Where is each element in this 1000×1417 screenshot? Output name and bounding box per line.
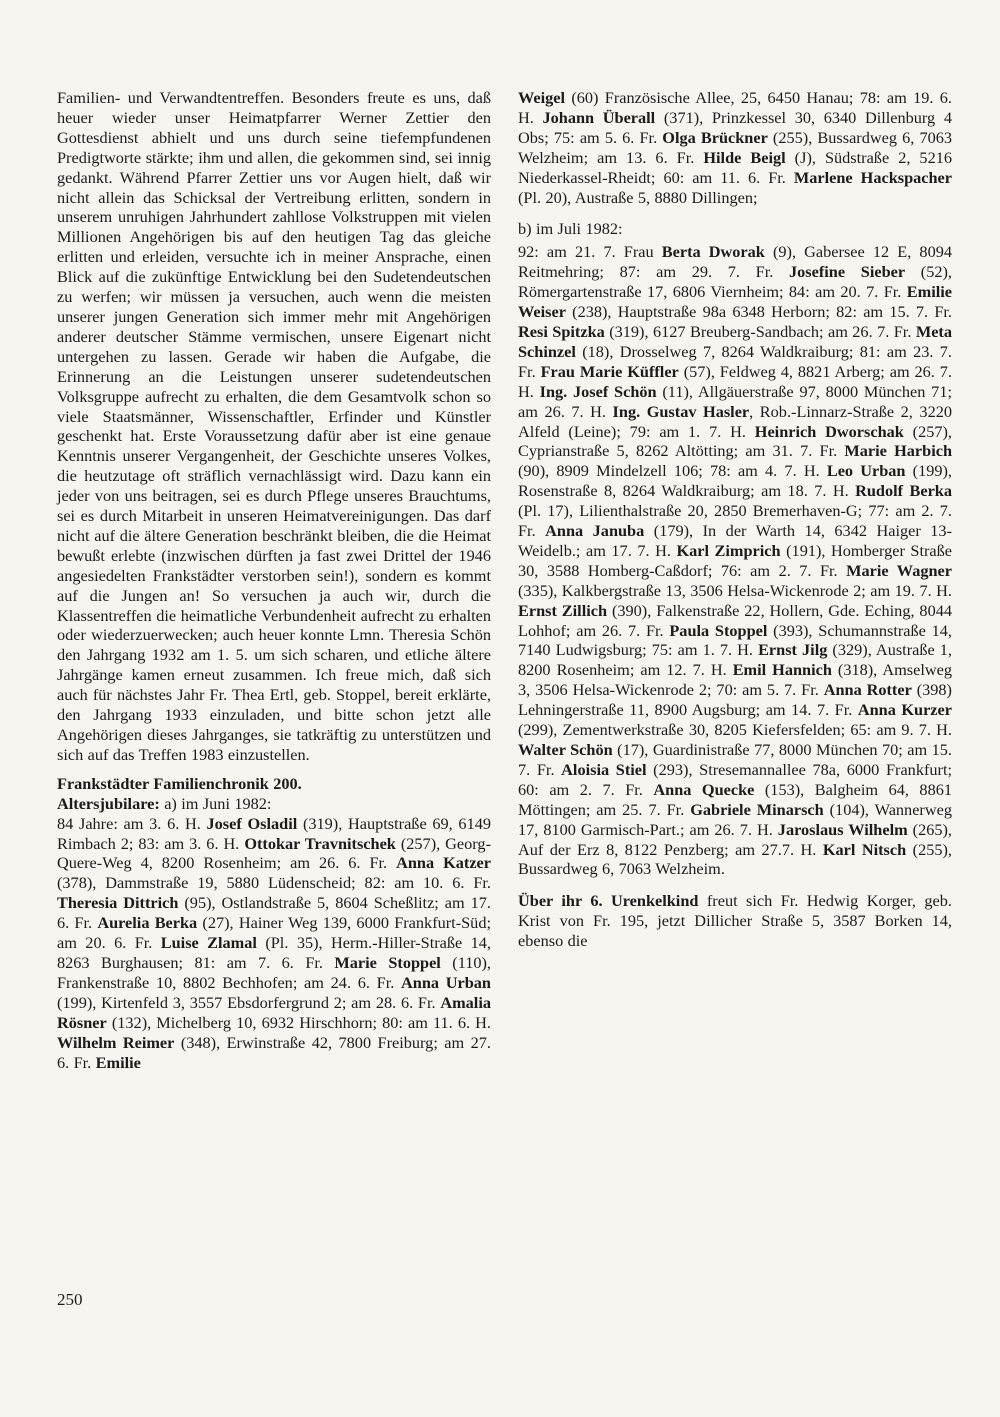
- bold-text-segment: Marie Wagner: [846, 560, 952, 580]
- text-segment: (179), In der Warth 14, 6342 Haiger 13-Weidelb.; am 17. 7. H.: [518, 521, 952, 560]
- left-column: [57, 88, 491, 1072]
- bold-text-segment: Anna Urban: [401, 972, 491, 992]
- bold-text-segment: Heinrich Dworschak: [754, 421, 904, 441]
- text-segment: (Pl. 20), Austraße 5, 8880 Dillingen;: [518, 187, 758, 207]
- text-segment: (90), 8909 Mindelzell 106; 78: am 4. 7. H.: [518, 461, 827, 481]
- bold-text-segment: Hilde Beigl: [703, 147, 786, 167]
- bold-text-segment: Leo Urban: [826, 461, 906, 481]
- bold-text-segment: Anna Kurzer: [857, 700, 952, 720]
- line-juli-header: [518, 219, 952, 239]
- bold-text-segment: Aloisia Stiel: [561, 759, 647, 779]
- bold-text-segment: Rudolf Berka: [855, 481, 952, 501]
- text-segment: (255), Bussardweg 6, 7063 Welzheim.: [518, 839, 952, 879]
- text-segment: (393), Schumannstraße 14, 7140 Ludwigsburg; 75: am 1. 7. H.: [518, 620, 952, 660]
- bold-text-segment: Ing. Gustav Hasler: [612, 401, 750, 421]
- text-segment: 84 Jahre: am 3. 6. H.: [57, 813, 207, 833]
- line-altersjubilare-juni: [57, 794, 491, 814]
- text-segment: (199), Kirtenfeld 3, 3557 Ebsdorfergrund 2; am 28. 6. Fr.: [57, 992, 441, 1012]
- bold-text-segment: Ernst Zillich: [518, 600, 608, 620]
- text-segment: (257), Georg-Quere-Weg 4, 8200 Rosenheim; am 26. 6. Fr.: [57, 833, 491, 873]
- bold-text-segment: Ottokar Travnitschek: [244, 833, 396, 853]
- text-segment: (371), Prinzkessel 30, 6340 Dillenburg 4 Obs; 75: am 5. 6. Fr.: [518, 107, 953, 147]
- bold-text-segment: Anna Katzer: [396, 853, 492, 873]
- bold-text-segment: Josefine Sieber: [789, 262, 906, 282]
- text-segment: (390), Falkenstraße 22, Hollern, Gde. Eching, 8044 Lohhof; am 26. 7. Fr.: [518, 600, 952, 640]
- text-segment: (153), Balgheim 64, 8861 Möttingen; am 25. 7. Fr.: [518, 779, 952, 819]
- text-segment: (95), Ostlandstraße 5, 8604 Scheßlitz; am 17. 6. Fr.: [57, 893, 491, 933]
- bold-text-segment: Berta Dworak: [661, 242, 765, 262]
- text-segment: (299), Zementwerkstraße 30, 8205 Kiefersfelden; 65: am 9. 7. H.: [518, 720, 952, 740]
- bold-text-segment: Josef Osladil: [206, 813, 298, 833]
- bold-text-segment: Anna Quecke: [653, 779, 755, 799]
- text-segment: (318), Amselweg 3, 3506 Helsa-Wickenrode 2; 70: am 5. 7. Fr.: [518, 660, 952, 700]
- paragraph-jubilare-juni: [57, 814, 491, 1073]
- bold-text-segment: Aurelia Berka: [97, 913, 198, 933]
- bold-text-segment: Anna Januba: [545, 521, 645, 541]
- text-segment: , Rob.-Linnarz-Straße 2, 3220 Alfeld (Leine); 79: am 1. 7. H.: [518, 401, 952, 441]
- text-segment: freut sich Fr. Hedwig Korger, geb. Krist von Fr. 195, jetzt Dillicher Straße 5, 3587 Borken 14, ebenso die: [518, 891, 952, 951]
- bold-text-segment: Ernst Jilg: [758, 640, 828, 660]
- text-segment: (9), Gabersee 12 E, 8094 Reitmehring; 87: am 29. 7. Fr.: [518, 242, 952, 282]
- page-number: 250: [57, 1290, 83, 1309]
- bold-text-segment: Wilhelm Reimer: [57, 1032, 175, 1052]
- bold-text-segment: Gabriele Minarsch: [690, 799, 824, 819]
- paragraph-jubilare-juli: [518, 242, 952, 879]
- text-segment: (238), Hauptstraße 98a 6348 Herborn; 82: am 15. 7. Fr.: [565, 302, 952, 322]
- bold-text-segment: Weigel: [518, 88, 566, 107]
- paragraph-intro: [57, 88, 491, 765]
- text-segment: (199), Rosenstraße 8, 8264 Waldkraiburg; am 18. 7. H.: [518, 461, 953, 501]
- bold-text-segment: Emil Hannich: [732, 660, 832, 680]
- text-segment: (17), Guardinistraße 77, 8000 München 70; am 15. 7. Fr.: [518, 740, 952, 779]
- text-segment: (398) Lehningerstraße 11, 8900 Augsburg; am 14. 7. Fr.: [518, 680, 952, 720]
- text-segment: (J), Südstraße 2, 5216 Niederkassel-Rheidt; 60: am 11. 6. Fr.: [518, 147, 952, 187]
- text-segment: (60) Französische Allee, 25, 6450 Hanau; 78: am 19. 6. H.: [518, 88, 952, 127]
- text-segment: (Pl. 35), Herm.-Hiller-Straße 14, 8263 Burghausen; 81: am 7. 6. Fr.: [57, 933, 491, 972]
- text-segment: (191), Homberger Straße 30, 3588 Homberg-Caßdorf; 76: am 2. 7. Fr.: [518, 540, 953, 580]
- text-segment: (27), Hainer Weg 139, 6000 Frankfurt-Süd; am 20. 6. Fr.: [57, 913, 491, 953]
- text-segment: (104), Wannerweg 17, 8100 Garmisch-Part.; am 26. 7. H.: [518, 799, 952, 839]
- bold-text-segment: Johann Überall: [542, 107, 656, 127]
- text-segment: (11), Allgäuerstraße 97, 8000 München 71; am 26. 7. H.: [518, 381, 952, 421]
- text-segment: (18), Drosselweg 7, 8264 Waldkraiburg; 81: am 23. 7. Fr.: [518, 341, 952, 381]
- bold-text-segment: Theresia Dittrich: [57, 893, 179, 913]
- bold-text-segment: Walter Schön: [518, 740, 613, 759]
- text-segment: (329), Austraße 1, 8200 Rosenheim; am 12. 7. H.: [518, 640, 952, 680]
- text-segment: a) im Juni 1982:: [159, 793, 272, 813]
- bold-text-segment: Anna Rotter: [823, 680, 912, 700]
- bold-text-segment: Karl Zimprich: [676, 540, 781, 560]
- text-segment: b) im Juli 1982:: [518, 219, 623, 239]
- bold-text-segment: Olga Brückner: [662, 127, 768, 147]
- text-segment: (319), Hauptstraße 69, 6149 Rimbach 2; 83: am 3. 6. H.: [57, 813, 491, 853]
- bold-text-segment: Resi Spitzka: [518, 321, 605, 341]
- right-column: [518, 88, 952, 1072]
- bold-text-segment: Jaroslaus Wilhelm: [777, 819, 908, 839]
- text-segment: (Pl. 17), Lilienthalstraße 20, 2850 Bremerhaven-G; 77: am 2. 7. Fr.: [518, 501, 952, 541]
- bold-text-segment: Altersjubilare:: [57, 793, 160, 813]
- text-segment: (52), Römergartenstraße 17, 6806 Viernheim; 84: am 20. 7. Fr.: [518, 262, 953, 302]
- text-columns: [57, 88, 952, 1072]
- text-segment: (293), Stresemannallee 78a, 6000 Frankfurt; 60: am 2. 7. Fr.: [518, 759, 952, 799]
- bold-text-segment: Über ihr 6. Urenkelkind: [518, 891, 699, 911]
- bold-text-segment: Frau Marie Küffler: [540, 361, 679, 381]
- text-segment: (57), Feldweg 4, 8821 Arberg; am 26. 7. H.: [518, 361, 952, 401]
- bold-text-segment: Frankstädter Familienchronik 200.: [57, 773, 302, 793]
- bold-text-segment: Marie Stoppel: [334, 952, 441, 972]
- bold-text-segment: Emilie Weiser: [518, 282, 952, 322]
- bold-text-segment: Ing. Josef Schön: [539, 381, 657, 401]
- bold-text-segment: Marie Harbich: [844, 441, 953, 461]
- bold-text-segment: Emilie: [95, 1052, 141, 1072]
- text-segment: (348), Erwinstraße 42, 7800 Freiburg; am 27. 6. Fr.: [57, 1032, 491, 1072]
- bold-text-segment: Marlene Hackspacher: [793, 167, 953, 187]
- text-segment: (265), Auf der Erz 8, 8122 Penzberg; am 27.7. H.: [518, 819, 952, 859]
- text-segment: (319), 6127 Breuberg-Sandbach; am 26. 7. Fr.: [604, 321, 916, 341]
- text-segment: (132), Michelberg 10, 6932 Hirschhorn; 80: am 11. 6. H.: [106, 1012, 491, 1032]
- bold-text-segment: Meta Schinzel: [518, 321, 952, 361]
- text-segment: Familien- und Verwandtentreffen. Besonders freute es uns, daß heuer wieder unser Heimatpfarrer Werner Zettier den Gottesdienst abhielt und uns durch seine tiefempfundenen Predigtworte stärkte; ihm und allen, die gekommen sind, sei innig gedankt. Während Pfarrer Zettier uns vor Augen hielt, daß wir nicht allein das Schicksal der Vertreibung erlitten, sondern in unserem unruhigen Jahrhundert zahllose Volkstruppen mit vielen Millionen Angehörigen bis auf den heutigen Tag das gleiche erlitten und erleiden, versuchte ich in meiner Ansprache, einen Blick auf die zukünftige Entwicklung bei den Sudetendeutschen zu werfen; wir müssen ja versuchen, auch wenn die meisten unserer jungen Generation sich immer mehr mit Angehörigen anderer deutscher Stämme vermischen, unsere Eigenart nicht untergehen zu lassen. Gerade wir haben die Aufgabe, die Erinnerung an die Leistungen unserer sudetendeutschen Volksgruppe aufrecht zu erhalten, die dem Gesamtvolk schon so viele Staatsmänner, Wissenschaftler, Erfinder und Künstler geschenkt hat. Erste Voraussetzung dafür aber ist eine genaue Kenntnis unserer Vergangenheit, der Geschichte unseres Volkes, die heutzutage oft sträflich vernachlässigt wird. Dazu kann ein jeder von uns beitragen, sei es durch Pflege unseres Brauchtums, sei es durch Mitarbeit in unseren Heimatvereinigungen. Das darf nicht auf die ältere Generation beschränkt bleiben, die die Heimat bewußt erlebte (inzwischen dürften ja fast zwei Drittel der 1946 angesiedelten Frankstädter verstorben sein!), sondern es kommt auf die Jungen an! So versuchen ja auch wir, durch die Klassentreffen die heimatliche Verbundenheit aufrecht zu erhalten oder wiederzuerwecken; auch heuer konnte Lmn. Theresia Schön den Jahrgang 1932 am 1. 5. um sich scharen, und etliche ältere Jahrgänge kamen erneut zusammen. Ich freue mich, daß sich auch für nächstes Jahr Fr. Thea Ertl, geb. Stoppel, bereit erklärte, den Jahrgang 1933 einzuladen, und bitte schon jetzt alle Angehörigen dieses Jahrganges, sie tatkräftig zu unterstützen und sich auf das Treffen 1983 einzustellen.: [57, 88, 491, 764]
- paragraph-jubilare-juni-continued: [518, 88, 952, 207]
- bold-text-segment: Luise Zlamal: [160, 933, 257, 953]
- text-segment: (110), Frankenstraße 10, 8802 Bechhofen; am 24. 6. Fr.: [57, 952, 491, 992]
- text-segment: (378), Dammstraße 19, 5880 Lüdenscheid; 82: am 10. 6. Fr.: [57, 873, 491, 893]
- bold-text-segment: Amalia Rösner: [57, 992, 491, 1032]
- text-segment: 92: am 21. 7. Frau: [518, 242, 662, 262]
- paragraph-urenkelkind: [518, 891, 952, 951]
- bold-text-segment: Karl Nitsch: [822, 839, 907, 859]
- text-segment: (255), Bussardweg 6, 7063 Welzheim; am 13. 6. Fr.: [518, 127, 953, 167]
- text-segment: (257), Cyprianstraße 5, 8262 Altötting; am 31. 7. Fr.: [518, 421, 952, 461]
- heading-familienchronik: [57, 774, 491, 794]
- text-segment: (335), Kalkbergstraße 13, 3506 Helsa-Wickenrode 2; am 19. 7. H.: [518, 580, 952, 600]
- bold-text-segment: Paula Stoppel: [669, 620, 768, 640]
